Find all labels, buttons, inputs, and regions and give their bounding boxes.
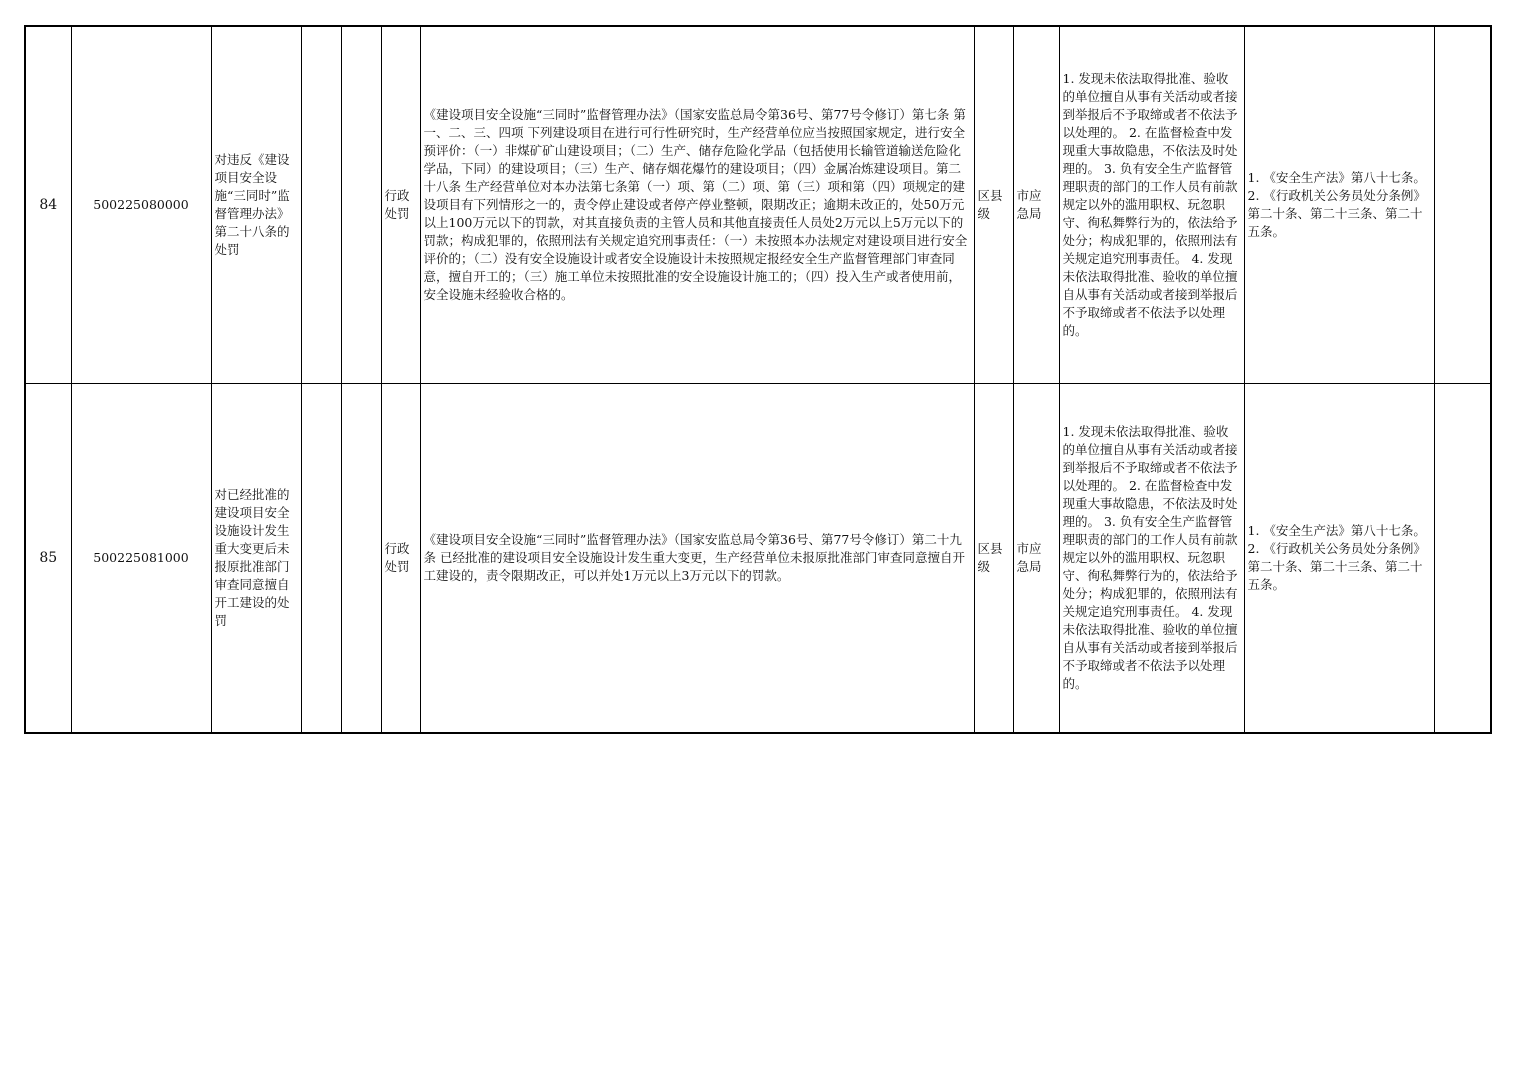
remark-cell (1434, 383, 1491, 733)
item-type: 行政 处罚 (381, 383, 420, 733)
item-name: 对违反《建设项目安全设施“三同时”监督管理办法》第二十八条的处罚 (211, 26, 301, 383)
empty-cell (301, 383, 341, 733)
responsible-department: 市应 急局 (1013, 26, 1059, 383)
empty-cell (341, 26, 381, 383)
remark-cell (1434, 26, 1491, 383)
row-number: 85 (25, 383, 71, 733)
responsible-department: 市应 急局 (1013, 383, 1059, 733)
empty-cell (301, 26, 341, 383)
legal-basis: 《建设项目安全设施“三同时”监督管理办法》（国家安监总局令第36号、第77号令修订）第七条 第一、二、三、四项 下列建设项目在进行可行性研究时，生产经营单位应当按照国家规定，进行安全预评价：（一）非煤矿矿山建设项目；（二）生产、储存危险化学品（包括使用长输管道输送危险化学品，下同）的建设项目；（三）生产、储存烟花爆竹的建设项目；（四）金属冶炼建设项目。第二十八条 生产经营单位对本办法第七条第（一）项、第（二）项、第（三）项和第（四）项规定的建设项目有下列情形之一的，责令停止建设或者停产停业整顿，限期改正；逾期未改正的，处50万元以上100万元以下的罚款，对其直接负责的主管人员和其他直接责任人员处2万元以上5万元以下的罚款；构成犯罪的，依照刑法有关规定追究刑事责任：（一）未按照本办法规定对建设项目进行安全评价的；（二）没有安全设施设计或者安全设施设计未按照规定报经安全生产监督管理部门审查同意，擅自开工的；（三）施工单位未按照批准的安全设施设计施工的；（四）投入生产或者使用前，安全设施未经验收合格的。 (420, 26, 974, 383)
exercise-level: 区县 级 (974, 383, 1013, 733)
item-code: 500225080000 (71, 26, 211, 383)
item-name: 对已经批准的建设项目安全设施设计发生重大变更后未报原批准部门审查同意擅自开工建设的处罚 (211, 383, 301, 733)
table-row (25, 383, 1491, 733)
exercise-level: 区县 级 (974, 26, 1013, 383)
accountability-situations: 1. 发现未依法取得批准、验收的单位擅自从事有关活动或者接到举报后不予取缔或者不依法予以处理的。 2. 在监督检查中发现重大事故隐患，不依法及时处理的。 3. 负有安全生产监督管理职责的部门的工作人员有前款规定以外的滥用职权、玩忽职守、徇私舞弊行为的，依法给予处分；构成犯罪的，依照刑法有关规定追究刑事责任。 4. 发现未依法取得批准、验收的单位擅自从事有关活动或者接到举报后不予取缔或者不依法予以处理的。 (1059, 383, 1244, 733)
accountability-situations: 1. 发现未依法取得批准、验收的单位擅自从事有关活动或者接到举报后不予取缔或者不依法予以处理的。 2. 在监督检查中发现重大事故隐患，不依法及时处理的。 3. 负有安全生产监督管理职责的部门的工作人员有前款规定以外的滥用职权、玩忽职守、徇私舞弊行为的，依法给予处分；构成犯罪的，依照刑法有关规定追究刑事责任。 4. 发现未依法取得批准、验收的单位擅自从事有关活动或者接到举报后不予取缔或者不依法予以处理的。 (1059, 26, 1244, 383)
row-number: 84 (25, 26, 71, 383)
table-row (25, 26, 1491, 383)
power-list-table (24, 25, 1492, 734)
accountability-basis: 1. 《安全生产法》第八十七条。 2. 《行政机关公务员处分条例》第二十条、第二十三条、第二十五条。 (1244, 26, 1434, 383)
accountability-basis: 1. 《安全生产法》第八十七条。 2. 《行政机关公务员处分条例》第二十条、第二十三条、第二十五条。 (1244, 383, 1434, 733)
item-type: 行政 处罚 (381, 26, 420, 383)
legal-basis: 《建设项目安全设施“三同时”监督管理办法》（国家安监总局令第36号、第77号令修订）第二十九条 已经批准的建设项目安全设施设计发生重大变更，生产经营单位未报原批准部门审查同意擅自开工建设的，责令限期改正，可以并处1万元以上3万元以下的罚款。 (420, 383, 974, 733)
empty-cell (341, 383, 381, 733)
item-code: 500225081000 (71, 383, 211, 733)
